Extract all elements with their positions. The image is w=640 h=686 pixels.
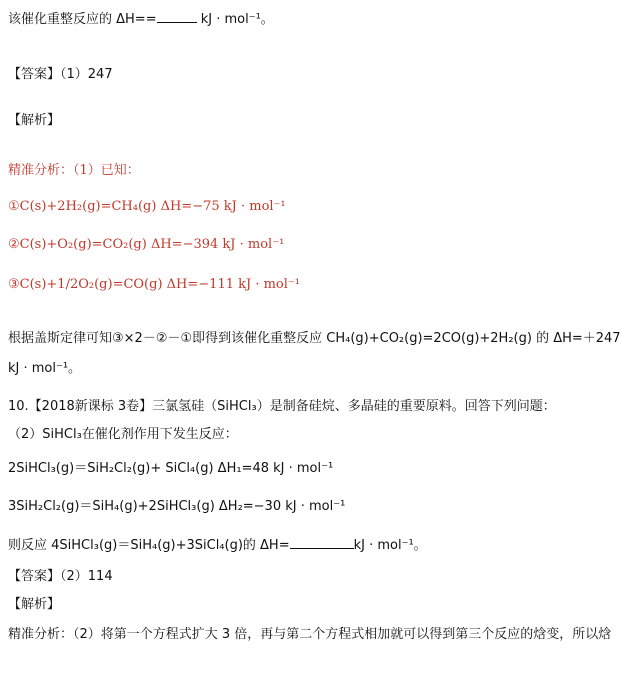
reaction-3-unit: kJ · mol⁻¹。 [353, 538, 427, 553]
analysis-heading-1: 【解析】 [8, 113, 61, 128]
analysis-heading-2: 【解析】 [8, 597, 61, 612]
question-10-part-2: （2）SiHCl₃在催化剂作用下发生反应： [8, 427, 238, 442]
equation-2: ②C(s)+O₂(g)=CO₂(g) ΔH=−394 kJ · mol⁻¹ [8, 237, 285, 252]
answer-2: 【答案】（2）114 [8, 569, 113, 584]
precise-analysis-2: 精准分析：（2）将第一个方程式扩大 3 倍，再与第二个方程式相加就可以得到第三个反应的焓变，所以焓 [8, 627, 612, 642]
precise-analysis-1: 精准分析：（1）已知： [8, 163, 140, 178]
reaction-3-text: 则反应 4SiHCl₃(g)＝SiH₄(g)+3SiCl₄(g)的 ΔH= [8, 538, 290, 553]
unit-text: kJ · mol⁻¹。 [196, 12, 274, 27]
reaction-3-line [8, 536, 427, 555]
hess-law-line: 根据盖斯定律可知③×2－②－①即得到该催化重整反应 CH₄(g)+CO₂(g)=2CO(g)+2H₂(g) 的 ΔH=＋247 [8, 331, 621, 346]
answer-blank-2[interactable] [290, 536, 354, 549]
equation-1: ①C(s)+2H₂(g)=CH₄(g) ΔH=−75 kJ · mol⁻¹ [8, 199, 286, 214]
reaction-1: 2SiHCl₃(g)＝SiH₂Cl₂(g)+ SiCl₄(g) ΔH₁=48 kJ · mol⁻¹ [8, 461, 334, 476]
question-fill-line [8, 10, 274, 29]
reaction-2: 3SiH₂Cl₂(g)＝SiH₄(g)+2SiHCl₃(g) ΔH₂=−30 kJ · mol⁻¹ [8, 499, 346, 514]
hess-law-unit: kJ · mol⁻¹。 [8, 361, 82, 376]
equation-3: ③C(s)+1/2O₂(g)=CO(g) ΔH=−111 kJ · mol⁻¹ [8, 277, 300, 292]
question-text: 该催化重整反应的 ΔH== [8, 12, 157, 27]
question-10: 10.【2018新课标 3卷】三氯氢硅（SiHCl₃）是制备硅烷、多晶硅的重要原料。回答下列问题： [8, 399, 556, 414]
answer-1: 【答案】（1）247 [8, 67, 113, 82]
answer-blank[interactable] [157, 10, 197, 23]
